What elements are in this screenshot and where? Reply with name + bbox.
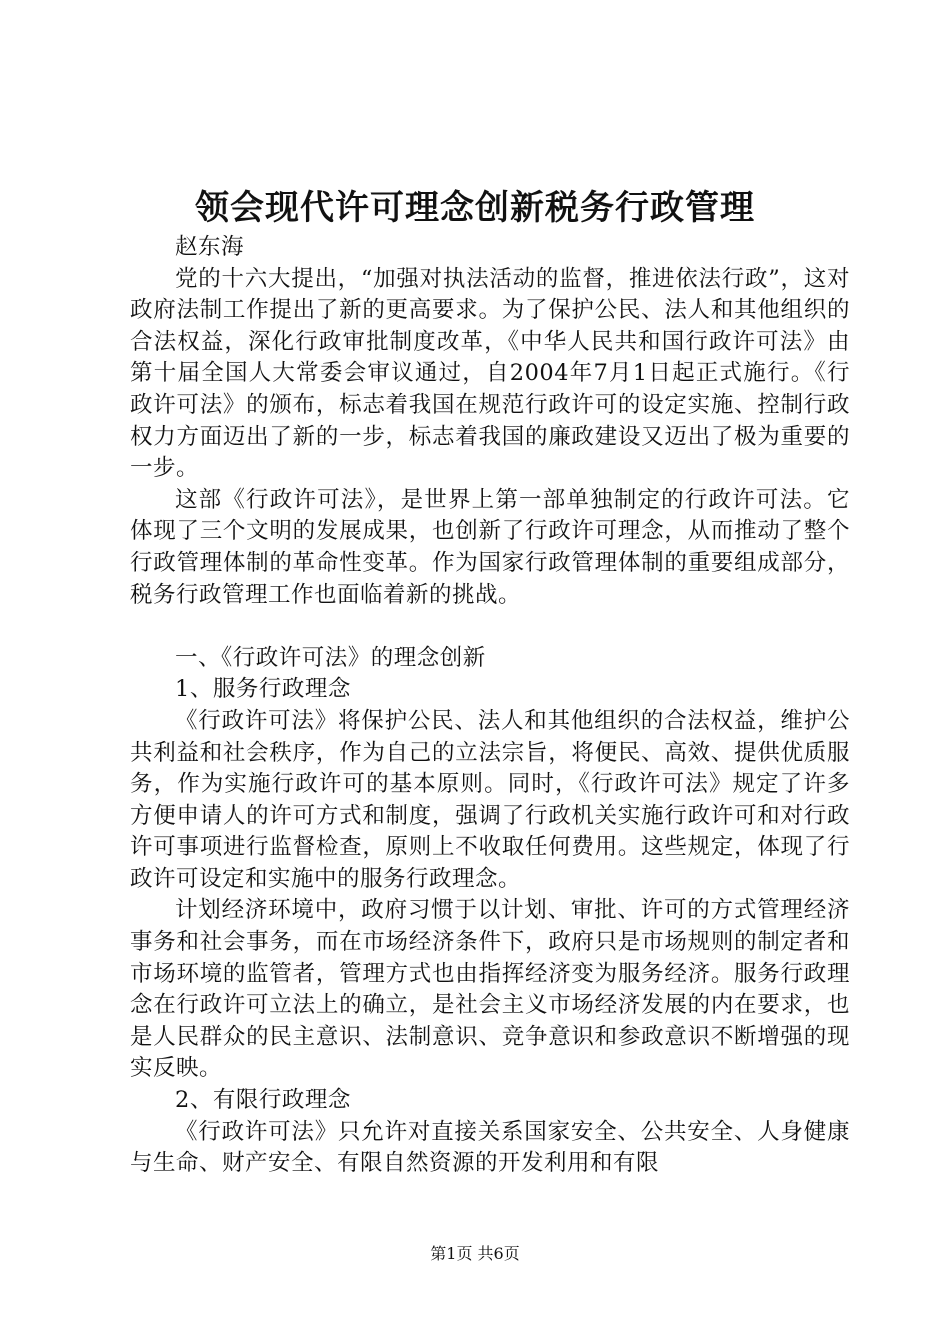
- document-body: [130, 232, 850, 1180]
- body-paragraph: 《行政许可法》只允许对直接关系国家安全、公共安全、人身健康与生命、财产安全、有限自然资源的开发利用和有限: [130, 1118, 850, 1177]
- document-title: 领会现代许可理念创新税务行政管理: [195, 188, 755, 228]
- body-paragraph: 计划经济环境中，政府习惯于以计划、审批、许可的方式管理经济事务和社会事务，而在市场经济条件下，政府只是市场规则的制定者和市场环境的监管者，管理方式也由指挥经济变为服务经济。服务行政理念在行政许可立法上的确立，是社会主义市场经济发展的内在要求，也是人民群众的民主意识、法制意识、竞争意识和参政意识不断增强的现实反映。: [130, 897, 850, 1082]
- body-paragraph: 《行政许可法》将保护公民、法人和其他组织的合法权益，维护公共利益和社会秩序，作为自己的立法宗旨，将便民、高效、提供优质服务，作为实施行政许可的基本原则。同时，《行政许可法》规定了许多方便申请人的许可方式和制度，强调了行政机关实施行政许可和对行政许可事项进行监督检查，原则上不收取任何费用。这些规定，体现了行政许可设定和实施中的服务行政理念。: [130, 707, 850, 892]
- subsection-heading: 1、服务行政理念: [175, 676, 351, 703]
- subsection-heading: 2、有限行政理念: [175, 1087, 351, 1114]
- section-heading: 一、《行政许可法》的理念创新: [175, 644, 486, 671]
- body-paragraph: 党的十六大提出，“加强对执法活动的监督，推进依法行政”，这对政府法制工作提出了新的更高要求。为了保护公民、法人和其他组织的合法权益，深化行政审批制度改革，《中华人民共和国行政许可法》由第十届全国人大常委会审议通过，自2004年7月1日起正式施行。《行政许可法》的颁布，标志着我国在规范行政许可的设定实施、控制行政权力方面迈出了新的一步，标志着我国的廉政建设又迈出了极为重要的一步。: [130, 265, 850, 482]
- body-paragraph: 这部《行政许可法》，是世界上第一部单独制定的行政许可法。它体现了三个文明的发展成果，也创新了行政许可理念，从而推动了整个行政管理体制的革命性变革。作为国家行政管理体制的重要组成部分，税务行政管理工作也面临着新的挑战。: [130, 486, 850, 608]
- page-footer: 第1页 共6页: [430, 1244, 520, 1263]
- author-name: 赵东海: [175, 234, 245, 260]
